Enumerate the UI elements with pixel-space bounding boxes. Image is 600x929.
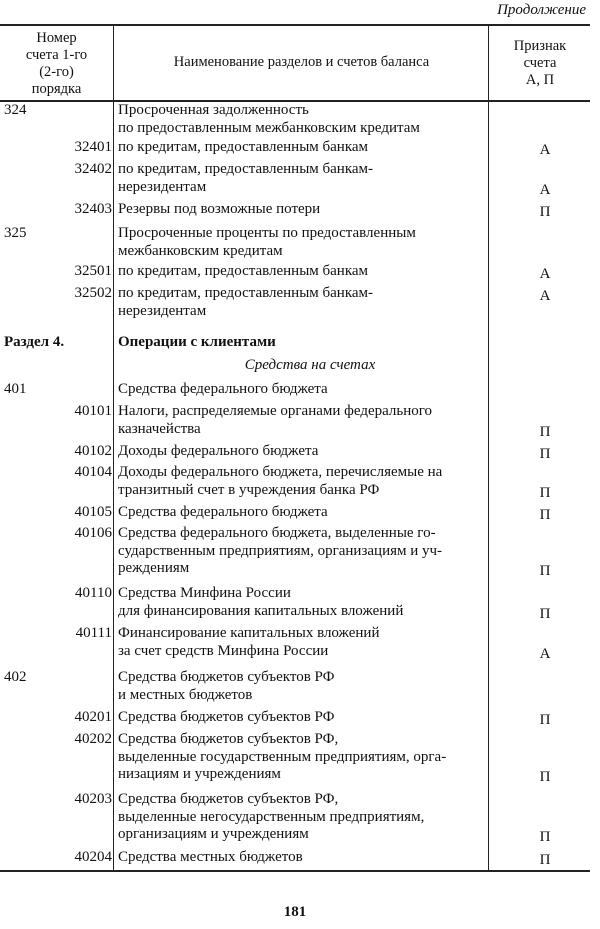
table-bottom-border bbox=[0, 870, 590, 872]
account-name: по кредитам, предоставленным банкам bbox=[118, 139, 369, 155]
account-number: 32502 bbox=[74, 285, 112, 301]
account-name: Просроченные проценты по предоставленным межбанковским кредитам bbox=[118, 225, 416, 259]
account-number: 324 bbox=[4, 102, 27, 118]
header-account-number: Номер счета 1-го (2-го) порядка bbox=[25, 30, 88, 97]
account-number: 40203 bbox=[74, 791, 112, 807]
account-number: 40111 bbox=[75, 625, 112, 641]
account-name: Резервы под возможные потери bbox=[118, 201, 321, 217]
account-number: 40102 bbox=[74, 443, 112, 459]
account-sign: П bbox=[539, 204, 551, 220]
account-sign: П bbox=[539, 605, 551, 622]
account-sign: П bbox=[539, 852, 551, 868]
account-number: 40105 bbox=[74, 504, 112, 520]
table-top-border bbox=[0, 24, 590, 26]
account-number: 32402 bbox=[74, 161, 112, 177]
account-sign: А bbox=[539, 181, 551, 198]
account-name: Средства федерального бюджета bbox=[118, 504, 328, 520]
account-name: по кредитам, предоставленным банкам- нерезидентам bbox=[118, 285, 374, 319]
account-sign: П bbox=[539, 712, 551, 728]
account-sign: П bbox=[539, 563, 551, 579]
account-number: 40204 bbox=[74, 849, 112, 865]
account-sign: А bbox=[539, 266, 551, 282]
account-name: Средства бюджетов субъектов РФ bbox=[118, 709, 335, 725]
account-number: 32403 bbox=[74, 201, 112, 217]
account-sign: П bbox=[539, 484, 551, 501]
account-sign: П bbox=[539, 423, 551, 440]
account-number: 40110 bbox=[75, 585, 112, 601]
account-number: Раздел 4. bbox=[4, 334, 65, 350]
column-divider-left bbox=[113, 24, 114, 871]
account-name: Средства федерального бюджета bbox=[118, 381, 328, 397]
account-number: 40104 bbox=[74, 464, 112, 480]
continuation-label: Продолжение bbox=[497, 2, 586, 18]
account-number: 40201 bbox=[74, 709, 112, 725]
account-name: Средства бюджетов субъектов РФ, выделенные государственным предприятиям, орга- низациям и учреждениям bbox=[118, 731, 447, 782]
account-number: 40106 bbox=[74, 525, 112, 541]
account-name: по кредитам, предоставленным банкам bbox=[118, 263, 369, 279]
account-sign: П bbox=[539, 446, 551, 462]
account-number: 401 bbox=[4, 381, 27, 397]
account-number: 32401 bbox=[74, 139, 112, 155]
page-number: 181 bbox=[283, 904, 307, 920]
account-number: 325 bbox=[4, 225, 27, 241]
account-name: Средства Минфина России для финансирования капитальных вложений bbox=[118, 585, 404, 619]
account-sign: А bbox=[539, 142, 551, 158]
account-name: Средства бюджетов субъектов РФ, выделенные негосударственным предприятиям, организациям и учреждениям bbox=[118, 791, 425, 842]
account-number: 40101 bbox=[74, 403, 112, 419]
account-name: Налоги, распределяемые органами федерального казначейства bbox=[118, 403, 433, 437]
account-sign: П bbox=[539, 769, 551, 785]
account-name: Средства местных бюджетов bbox=[118, 849, 303, 865]
account-sign: П bbox=[539, 507, 551, 523]
account-sign: П bbox=[539, 829, 551, 845]
account-sign: А bbox=[539, 288, 551, 304]
account-name: Средства федерального бюджета, выделенные го- сударственным предприятиям, организациям и уч- реждениям bbox=[118, 525, 443, 576]
account-number: 40202 bbox=[74, 731, 112, 747]
account-name: Просроченная задолженность по предоставленным межбанковским кредитам bbox=[118, 102, 420, 136]
header-account-sign: Признак счета А, П bbox=[513, 38, 567, 88]
header-account-name: Наименование разделов и счетов баланса bbox=[173, 54, 430, 70]
account-name: Средства бюджетов субъектов РФ и местных бюджетов bbox=[118, 669, 335, 703]
account-name: по кредитам, предоставленным банкам- нерезидентам bbox=[118, 161, 374, 195]
account-name: Средства на счетах bbox=[244, 357, 376, 373]
account-name: Доходы федерального бюджета bbox=[118, 443, 319, 459]
account-sign: А bbox=[539, 645, 551, 662]
account-name: Доходы федерального бюджета, перечисляемые на транзитный счет в учреждения банка РФ bbox=[118, 464, 443, 498]
account-number: 32501 bbox=[74, 263, 112, 279]
account-number: 402 bbox=[4, 669, 27, 685]
account-name: Операции с клиентами bbox=[118, 334, 276, 350]
account-name: Финансирование капитальных вложений за счет средств Минфина России bbox=[118, 625, 380, 659]
